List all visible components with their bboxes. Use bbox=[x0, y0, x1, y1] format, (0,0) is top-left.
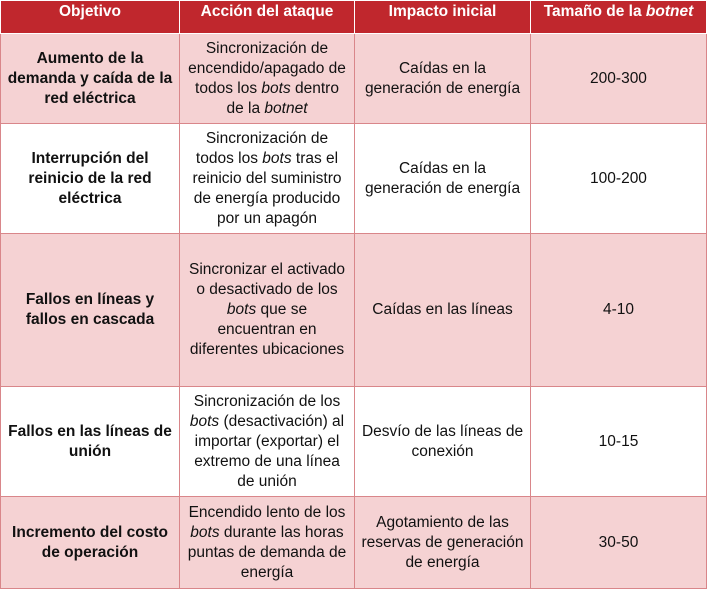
accion-text: Sincronizar el activado o desactivado de los bbox=[189, 261, 345, 298]
objetivo-cell: Fallos en las líneas de unión bbox=[1, 387, 180, 497]
tamano-cell: 200-300 bbox=[531, 34, 707, 124]
objetivo-cell: Fallos en líneas y fallos en cascada bbox=[1, 234, 180, 387]
accion-text: dentro de la bbox=[226, 79, 339, 117]
objetivo-cell: Interrupción del reinicio de la red eléctrica bbox=[1, 124, 180, 234]
accion-cell bbox=[180, 34, 355, 124]
table-row bbox=[1, 387, 707, 497]
accion-cell bbox=[180, 387, 355, 497]
accion-text: durante las horas puntas de demanda de energía bbox=[187, 523, 347, 581]
header-impacto: Impacto inicial bbox=[355, 1, 531, 34]
table-row bbox=[1, 124, 707, 234]
accion-italic: botnet bbox=[264, 99, 308, 117]
accion-text: Encendido lento de los bbox=[188, 503, 346, 521]
objetivo-cell: Incremento del costo de operación bbox=[1, 497, 180, 589]
header-tamano-text: Tamaño de la bbox=[543, 3, 646, 20]
tamano-cell: 4-10 bbox=[531, 234, 707, 387]
impacto-cell: Desvío de las líneas de conexión bbox=[355, 387, 531, 497]
impacto-cell: Caídas en la generación de energía bbox=[355, 124, 531, 234]
accion-cell bbox=[180, 497, 355, 589]
header-objetivo: Objetivo bbox=[1, 1, 180, 34]
header-accion: Acción del ataque bbox=[180, 1, 355, 34]
table-row bbox=[1, 497, 707, 589]
accion-text: (desactivación) al importar (exportar) el extremo de una línea de unión bbox=[194, 412, 345, 490]
header-tamano-italic: botnet bbox=[645, 3, 694, 20]
header-tamano bbox=[531, 1, 707, 34]
objetivo-cell: Aumento de la demanda y caída de la red eléctrica bbox=[1, 34, 180, 124]
table-row bbox=[1, 34, 707, 124]
accion-cell bbox=[180, 234, 355, 387]
accion-text: que se encuentran en diferentes ubicaciones bbox=[189, 301, 345, 358]
accion-italic: bots bbox=[261, 79, 291, 97]
tamano-cell: 30-50 bbox=[531, 497, 707, 589]
accion-italic: bots bbox=[189, 412, 220, 430]
accion-italic: bots bbox=[226, 301, 257, 318]
accion-italic: bots bbox=[190, 523, 220, 541]
accion-text: Sincronización de todos los bbox=[195, 129, 329, 167]
tamano-cell: 10-15 bbox=[531, 387, 707, 497]
header-row bbox=[1, 1, 707, 34]
accion-text: Sincronización de los bbox=[193, 392, 341, 410]
table-row bbox=[1, 234, 707, 387]
accion-italic: bots bbox=[262, 149, 292, 167]
impacto-cell: Caídas en la generación de energía bbox=[355, 34, 531, 124]
accion-cell bbox=[180, 124, 355, 234]
accion-text: Sincronización de encendido/apagado de todos los bbox=[188, 39, 346, 97]
tamano-cell: 100-200 bbox=[531, 124, 707, 234]
accion-text: tras el reinicio del suministro de energía producido por un apagón bbox=[192, 149, 342, 227]
impacto-cell: Agotamiento de las reservas de generación de energía bbox=[355, 497, 531, 589]
impacto-cell: Caídas en las líneas bbox=[355, 234, 531, 387]
